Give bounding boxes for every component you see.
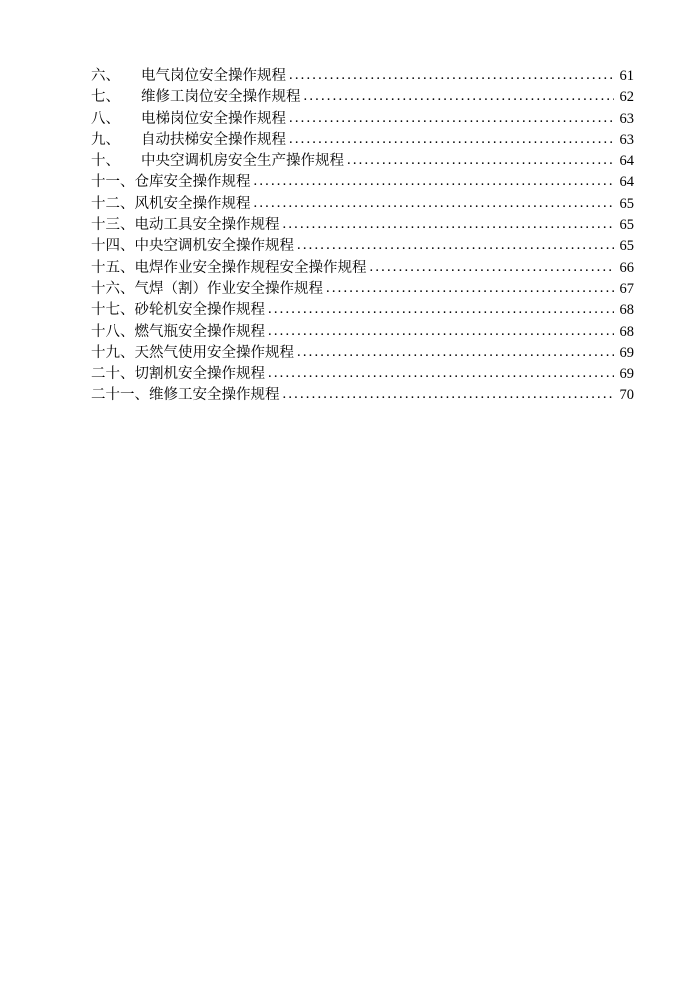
toc-entry-page-number: 69	[619, 344, 634, 361]
dot-leader	[304, 86, 615, 107]
toc-entry-number: 十三、	[91, 217, 135, 234]
toc-entry-page-number: 69	[619, 366, 634, 383]
toc-entry-title: 中央空调机房安全生产操作规程	[141, 153, 344, 170]
toc-entry-page-number: 67	[619, 280, 634, 297]
dot-leader	[283, 384, 615, 405]
toc-entry-title: 电动工具安全操作规程	[134, 217, 280, 234]
toc-entry-page-number: 70	[619, 387, 634, 404]
toc-entry-title: 维修工岗位安全操作规程	[141, 89, 301, 106]
dot-leader	[268, 321, 614, 342]
toc-entry-page-number: 65	[619, 238, 634, 255]
toc-entry-page-number: 62	[619, 89, 634, 106]
toc-entry-number: 六、	[91, 68, 120, 84]
toc-entry-title: 自动扶梯安全操作规程	[141, 131, 286, 148]
toc-entry-number: 十七、	[91, 302, 135, 319]
toc-entry-title: 仓库安全操作规程	[134, 174, 251, 191]
toc-entry-page-number: 65	[619, 217, 634, 234]
dot-leader	[289, 65, 614, 86]
toc-entry[interactable]	[91, 279, 634, 300]
dot-leader	[254, 171, 615, 192]
dot-leader	[297, 342, 614, 363]
toc-entry-number: 十四、	[91, 238, 135, 255]
toc-entry-page-number: 63	[619, 110, 634, 127]
toc-entry-page-number: 66	[619, 259, 634, 276]
toc-entry[interactable]	[91, 343, 634, 364]
dot-leader	[268, 363, 614, 384]
toc-entry-title: 砂轮机安全操作规程	[134, 302, 265, 319]
toc-entry[interactable]	[91, 364, 634, 385]
toc-entry-number: 七、	[91, 89, 120, 106]
toc-entry-page-number: 64	[619, 153, 634, 170]
toc-entry-title: 天然气使用安全操作规程	[134, 344, 294, 361]
toc-entry-title: 维修工安全操作规程	[149, 387, 280, 404]
toc-entry[interactable]	[91, 385, 634, 406]
toc-entry-number: 二十一、	[91, 387, 149, 404]
toc-entry[interactable]	[91, 151, 634, 172]
toc-entry-number: 八、	[91, 110, 120, 127]
toc-entry-title: 电焊作业安全操作规程安全操作规程	[134, 259, 367, 276]
toc-entry[interactable]	[91, 215, 634, 236]
dot-leader	[289, 129, 614, 150]
dot-leader	[289, 108, 614, 129]
toc-entry-title: 风机安全操作规程	[134, 195, 251, 212]
toc-entry-title: 中央空调机安全操作规程	[134, 238, 294, 255]
dot-leader	[326, 278, 614, 299]
toc-entry-page-number: 63	[619, 131, 634, 148]
toc-entry-number: 十六、	[91, 280, 135, 297]
toc-entry-title: 电梯岗位安全操作规程	[141, 110, 286, 127]
toc-entry-title: 燃气瓶安全操作规程	[134, 323, 265, 340]
toc-entry-number: 九、	[91, 131, 120, 148]
toc-entry[interactable]	[91, 322, 634, 343]
toc-entry-number: 二十、	[91, 366, 135, 383]
toc-entry-title: 电气岗位安全操作规程	[141, 68, 286, 84]
dot-leader	[370, 257, 615, 278]
toc-entry-page-number: 61	[619, 68, 634, 84]
toc-entry[interactable]	[91, 109, 634, 130]
toc-entry-number: 十、	[91, 153, 120, 170]
dot-leader	[283, 214, 615, 235]
toc-entry-number: 十五、	[91, 259, 135, 276]
dot-leader	[268, 299, 614, 320]
toc-entry[interactable]	[91, 87, 634, 108]
toc-entry[interactable]	[91, 300, 634, 321]
toc-entry[interactable]	[91, 258, 634, 279]
toc-entry-number: 十一、	[91, 174, 135, 191]
table-of-contents	[91, 66, 634, 407]
dot-leader	[297, 235, 614, 256]
toc-entry-page-number: 68	[619, 302, 634, 319]
toc-entry[interactable]	[91, 194, 634, 215]
dot-leader	[254, 193, 615, 214]
toc-entry[interactable]	[91, 172, 634, 193]
toc-entry-page-number: 68	[619, 323, 634, 340]
toc-entry-title: 气焊（割）作业安全操作规程	[134, 280, 323, 297]
dot-leader	[347, 150, 614, 171]
toc-entry-number: 十八、	[91, 323, 135, 340]
toc-entry[interactable]	[91, 236, 634, 257]
toc-entry-page-number: 64	[619, 174, 634, 191]
toc-entry-number: 十二、	[91, 195, 135, 212]
toc-entry[interactable]	[91, 66, 634, 87]
toc-entry-page-number: 65	[619, 195, 634, 212]
toc-entry-number: 十九、	[91, 344, 135, 361]
toc-entry-title: 切割机安全操作规程	[134, 366, 265, 383]
toc-entry[interactable]	[91, 130, 634, 151]
